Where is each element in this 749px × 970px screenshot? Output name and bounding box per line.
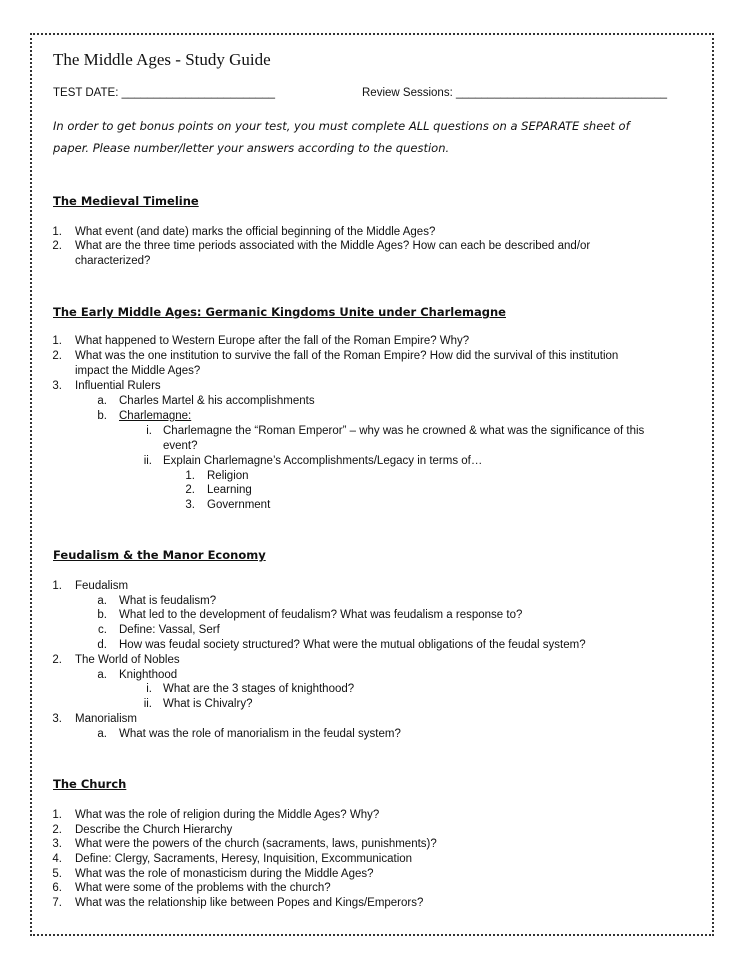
list-letter: d. <box>97 639 107 651</box>
list-roman: ii. <box>143 698 152 710</box>
list-number: 3. <box>52 380 62 392</box>
list-number: 2. <box>52 824 62 836</box>
list-item: What were some of the problems with the church? <box>75 882 331 894</box>
list-item: Charlemagne: <box>119 410 192 422</box>
list-number: 2. <box>52 350 62 362</box>
list-item: Knighthood <box>119 669 178 681</box>
list-letter: a. <box>97 669 107 681</box>
list-roman: i. <box>146 425 152 437</box>
section-heading-feudalism: Feudalism & the Manor Economy <box>53 548 266 562</box>
list-number: 6. <box>52 882 62 894</box>
test-date-label: TEST DATE: ________________________ <box>53 87 276 99</box>
list-number: 1. <box>52 226 62 238</box>
list-item: What is Chivalry? <box>163 698 253 710</box>
list-number: 7. <box>52 897 62 909</box>
section-heading-timeline: The Medieval Timeline <box>53 194 199 208</box>
list-item: What led to the development of feudalism? What was feudalism a response to? <box>119 609 523 621</box>
section-heading-church: The Church <box>53 777 127 791</box>
list-item: What is feudalism? <box>119 595 217 607</box>
list-number: 3. <box>52 838 62 850</box>
list-item: The World of Nobles <box>75 654 180 666</box>
list-item: Charlemagne the “Roman Emperor” – why was he crowned & what was the significance of this <box>163 425 645 437</box>
list-item: impact the Middle Ages? <box>75 365 201 377</box>
list-number: 4. <box>52 853 62 865</box>
page-border <box>30 33 714 936</box>
list-item: What event (and date) marks the official beginning of the Middle Ages? <box>75 226 436 238</box>
list-item: Feudalism <box>75 580 129 592</box>
list-number: 2. <box>52 240 62 252</box>
list-letter: b. <box>97 609 107 621</box>
list-item: characterized? <box>75 255 151 267</box>
list-item: What are the three time periods associated with the Middle Ages? How can each be described and/or <box>75 240 591 252</box>
list-item: Influential Rulers <box>75 380 161 392</box>
list-letter: a. <box>97 395 107 407</box>
list-item: Manorialism <box>75 713 137 725</box>
list-item: What happened to Western Europe after the fall of the Roman Empire? Why? <box>75 335 470 347</box>
section-heading-early-middle-ages: The Early Middle Ages: Germanic Kingdoms Unite under Charlemagne <box>53 305 506 319</box>
list-number: 2. <box>52 654 62 666</box>
list-item: Learning <box>207 484 252 496</box>
list-item: event? <box>163 440 198 452</box>
intro-line-1: In order to get bonus points on your test, you must complete ALL questions on a SEPARATE sheet of <box>53 119 630 133</box>
list-number: 3. <box>52 713 62 725</box>
list-item: Charles Martel & his accomplishments <box>119 395 315 407</box>
list-number: 3. <box>185 499 195 511</box>
list-item: Explain Charlemagne’s Accomplishments/Legacy in terms of… <box>163 455 483 467</box>
intro-line-2: paper. Please number/letter your answers according to the question. <box>53 141 450 155</box>
list-number: 5. <box>52 868 62 880</box>
list-item: Define: Vassal, Serf <box>119 624 220 636</box>
list-item: What are the 3 stages of knighthood? <box>163 683 355 695</box>
list-item: Describe the Church Hierarchy <box>75 824 233 836</box>
list-letter: a. <box>97 595 107 607</box>
list-number: 1. <box>52 335 62 347</box>
list-item: What was the one institution to survive the fall of the Roman Empire? How did the survival of this institution <box>75 350 619 362</box>
list-number: 2. <box>185 484 195 496</box>
list-number: 1. <box>185 470 195 482</box>
review-sessions-label: Review Sessions: _________________________________ <box>362 87 668 99</box>
list-item: What was the role of monasticism during the Middle Ages? <box>75 868 374 880</box>
list-item: What was the role of religion during the Middle Ages? Why? <box>75 809 380 821</box>
list-item: Define: Clergy, Sacraments, Heresy, Inquisition, Excommunication <box>75 853 413 865</box>
list-roman: ii. <box>143 455 152 467</box>
list-item: What was the relationship like between Popes and Kings/Emperors? <box>75 897 424 909</box>
list-item: What was the role of manorialism in the feudal system? <box>119 728 401 740</box>
list-letter: a. <box>97 728 107 740</box>
list-roman: i. <box>146 683 152 695</box>
list-letter: b. <box>97 410 107 422</box>
list-item: Religion <box>207 470 249 482</box>
list-number: 1. <box>52 809 62 821</box>
page-title: The Middle Ages - Study Guide <box>53 50 271 69</box>
list-letter: c. <box>98 624 107 636</box>
list-number: 1. <box>52 580 62 592</box>
list-item: How was feudal society structured? What were the mutual obligations of the feudal system? <box>119 639 586 651</box>
list-item: What were the powers of the church (sacraments, laws, punishments)? <box>75 838 437 850</box>
list-item: Government <box>207 499 271 511</box>
